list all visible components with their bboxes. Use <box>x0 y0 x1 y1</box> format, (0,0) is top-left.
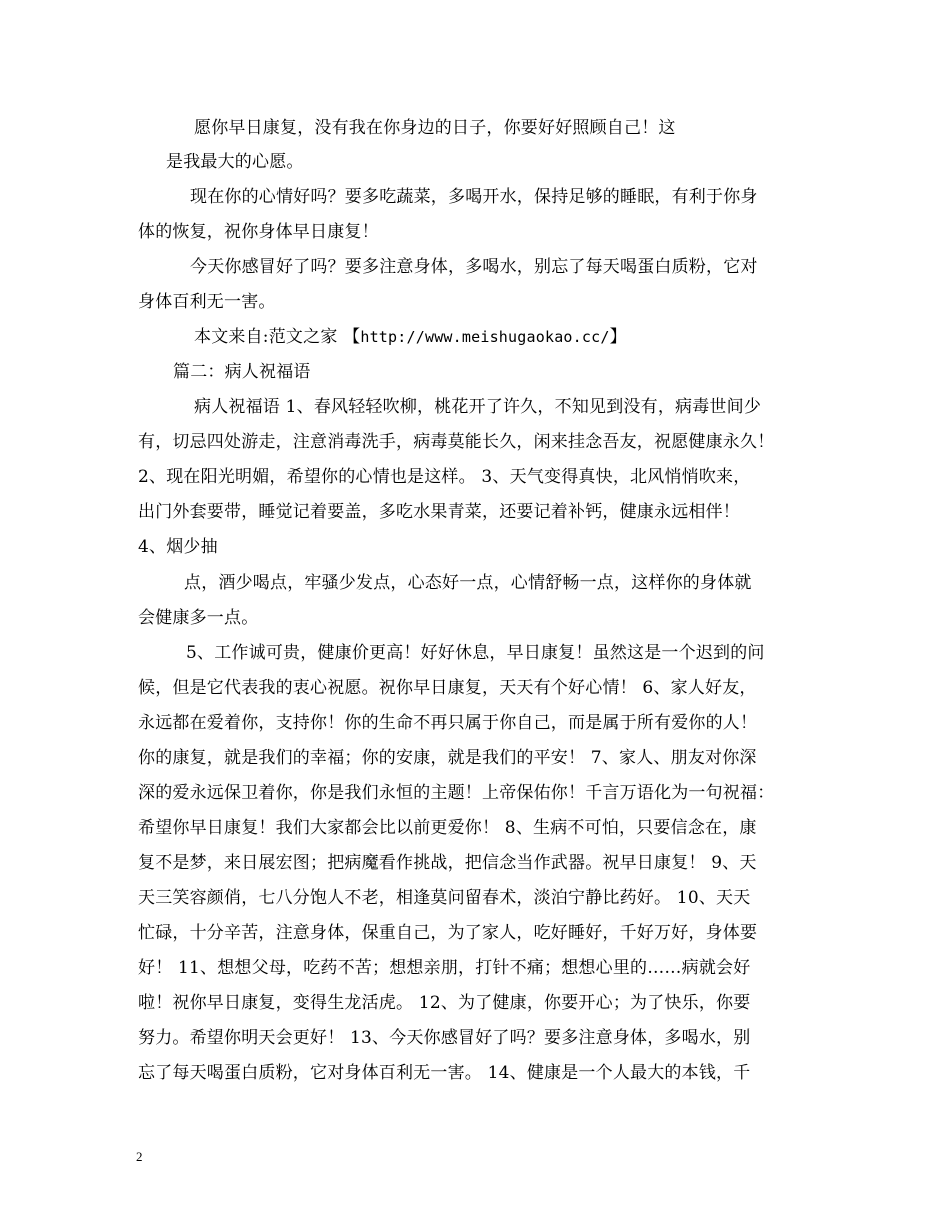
body-line: 会健康多一点。 <box>138 608 259 628</box>
body-line: 有，切忌四处游走，注意消毒洗手，病毒莫能长久，闲来挂念吾友，祝愿健康永久！ <box>138 432 775 452</box>
body-line: 5、工作诚可贵，健康价更高！好好休息，早日康复！虽然这是一个迟到的问 <box>186 643 765 663</box>
paragraph-line: 今天你感冒好了吗？要多注意身体，多喝水，别忘了每天喝蛋白质粉，它对 <box>190 257 758 277</box>
section-title: 篇二：病人祝福语 <box>173 362 311 382</box>
paragraph-line: 愿你早日康复，没有我在你身边的日子，你要好好照顾自己！这 <box>194 118 676 138</box>
body-line: 忘了每天喝蛋白质粉，它对身体百利无一害。 14、健康是一个人最大的本钱，千 <box>138 1063 751 1083</box>
source-suffix: 】 <box>609 327 627 347</box>
body-line: 深的爱永远保卫着你，你是我们永恒的主题！上帝保佑你！千言万语化为一句祝福： <box>138 783 775 803</box>
body-line: 努力。希望你明天会更好！ 13、今天你感冒好了吗？要多注意身体，多喝水，别 <box>138 1028 751 1048</box>
paragraph-line: 是我最大的心愿。 <box>166 152 304 172</box>
body-line: 2、现在阳光明媚，希望你的心情也是这样。 3、天气变得真快，北风悄悄吹来， <box>138 467 751 487</box>
body-line: 复不是梦，来日展宏图；把病魔看作挑战，把信念当作武器。祝早日康复！ 9、天 <box>138 853 757 873</box>
body-line: 永远都在爱着你，支持你！你的生命不再只属于你自己，而是属于所有爱你的人！ <box>138 713 758 733</box>
body-line: 天三笑容颜俏，七八分饱人不老，相逢莫问留春术，淡泊宁静比药好。 10、天天 <box>138 888 751 908</box>
body-line: 4、烟少抽 <box>138 537 218 557</box>
body-line: 好！ 11、想想父母，吃药不苦；想想亲朋，打针不痛；想想心里的……病就会好 <box>138 958 751 978</box>
body-line: 点，酒少喝点，牢骚少发点，心态好一点，心情舒畅一点，这样你的身体就 <box>184 573 752 593</box>
source-line <box>194 327 627 347</box>
body-line: 希望你早日康复！我们大家都会比以前更爱你！ 8、生病不可怕，只要信念在，康 <box>138 818 757 838</box>
source-prefix: 本文来自:范文之家 【 <box>194 327 361 347</box>
paragraph-line: 体的恢复，祝你身体早日康复！ <box>138 222 379 242</box>
body-line: 候，但是它代表我的衷心祝愿。祝你早日康复，天天有个好心情！ 6、家人好友， <box>138 678 757 698</box>
body-line: 病人祝福语 1、春风轻轻吹柳，桃花开了许久，不知见到没有，病毒世间少 <box>194 397 762 417</box>
body-line: 你的康复，就是我们的幸福；你的安康，就是我们的平安！ 7、家人、朋友对你深 <box>138 748 757 768</box>
paragraph-line: 现在你的心情好吗？要多吃蔬菜，多喝开水，保持足够的睡眠，有利于你身 <box>190 187 758 207</box>
body-line: 啦！祝你早日康复，变得生龙活虎。 12、为了健康，你要开心；为了快乐，你要 <box>138 993 751 1013</box>
body-line: 出门外套要带，睡觉记着要盖，多吃水果青菜，还要记着补钙，健康永远相伴！ <box>138 502 740 522</box>
source-url: http://www.meishugaokao.cc/ <box>360 328 610 346</box>
page-number: 2 <box>136 1149 143 1164</box>
body-line: 忙碌，十分辛苦，注意身体，保重自己，为了家人，吃好睡好，千好万好，身体要 <box>138 923 758 943</box>
paragraph-line: 身体百利无一害。 <box>138 292 276 312</box>
